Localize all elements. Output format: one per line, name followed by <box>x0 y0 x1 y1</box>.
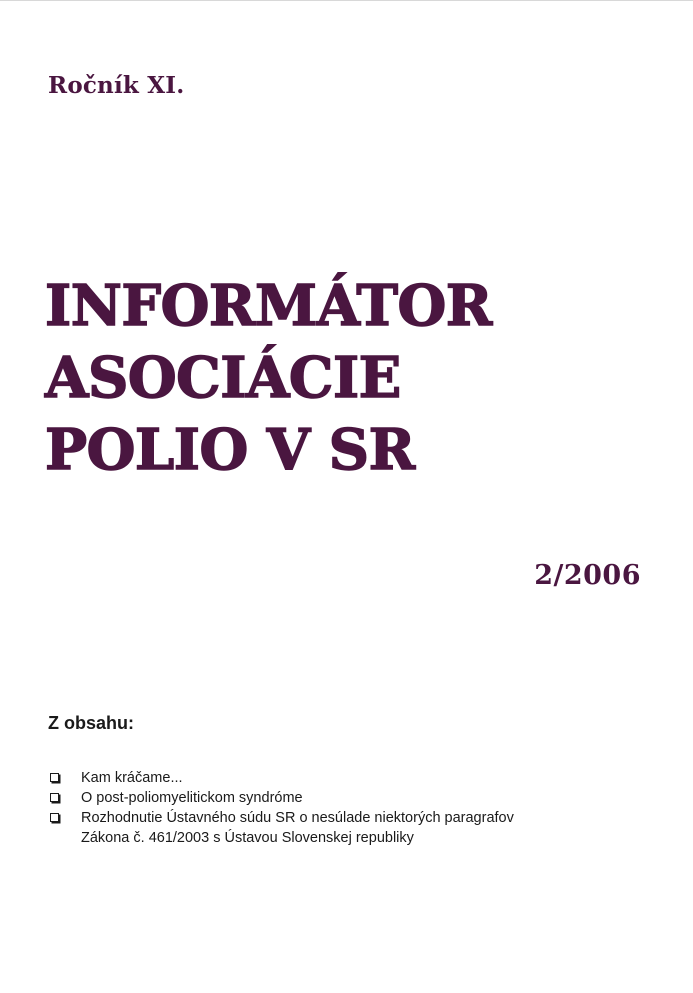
checkbox-square-icon <box>50 813 59 822</box>
title-line-3: POLIO V SR <box>45 417 415 483</box>
issue-number: 2/2006 <box>534 560 641 591</box>
contents-item-text: Kam kráčame... <box>81 770 183 786</box>
title-line-2: ASOCIÁCIE <box>45 345 401 411</box>
page-top-edge <box>0 0 693 1</box>
contents-item <box>48 788 648 808</box>
contents-item <box>48 808 648 848</box>
volume-label: Ročník XI. <box>48 72 185 99</box>
contents-list <box>48 768 648 848</box>
contents-heading: Z obsahu: <box>48 713 134 733</box>
checkbox-square-icon <box>50 793 59 802</box>
contents-item <box>48 768 648 788</box>
contents-item-text-continued: Zákona č. 461/2003 s Ústavou Slovenskej republiky <box>81 830 414 846</box>
checkbox-square-icon <box>50 773 59 782</box>
publication-title <box>45 270 492 486</box>
contents-item-text: Rozhodnutie Ústavného súdu SR o nesúlade niektorých paragrafov <box>81 810 514 826</box>
contents-item-text: O post-poliomyelitickom syndróme <box>81 790 303 806</box>
title-line-1: INFORMÁTOR <box>45 273 492 339</box>
